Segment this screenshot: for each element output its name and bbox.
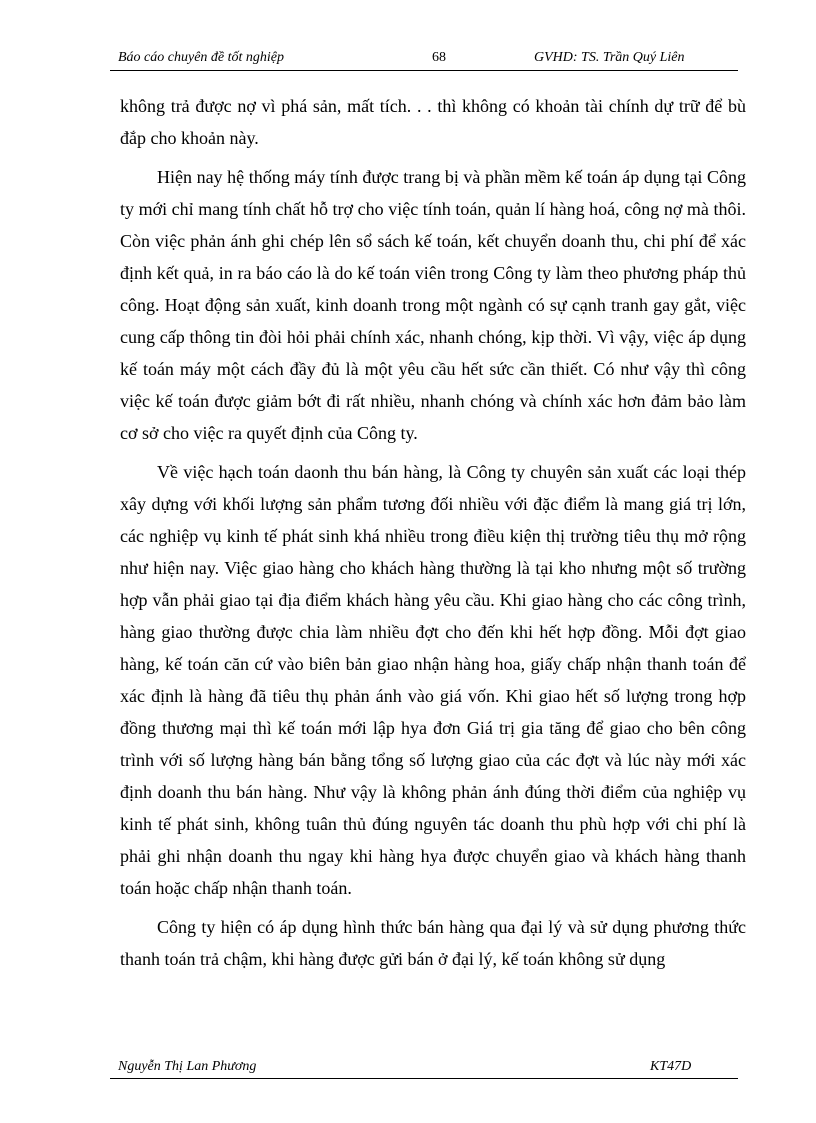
footer-class-code: KT47D — [650, 1059, 692, 1074]
footer-author: Nguyễn Thị Lan Phương — [118, 1059, 257, 1074]
page-footer — [110, 1058, 738, 1079]
document-body — [120, 90, 746, 975]
header-report-title: Báo cáo chuyên đề tốt nghiệp — [118, 50, 285, 65]
header-page-number: 68 — [432, 50, 446, 65]
paragraph-continuation: không trả được nợ vì phá sản, mất tích. . . thì không có khoản tài chính dự trữ để bù đắp cho khoản này. — [120, 96, 746, 148]
paragraph-agency-sales: Công ty hiện có áp dụng hình thức bán hàng qua đại lý và sử dụng phương thức thanh toán trả chậm, khi hàng được gửi bán ở đại lý, kế toán không sử dụng — [120, 917, 746, 969]
paragraph-computer-system: Hiện nay hệ thống máy tính được trang bị và phần mềm kế toán áp dụng tại Công ty mới chỉ mang tính chất hỗ trợ cho việc tính toán, quản lí hàng hoá, công nợ mà thôi. Còn việc phản ánh ghi chép lên sổ sách kế toán, kết chuyển doanh thu, chi phí để xác định kết quả, in ra báo cáo là do kế toán viên trong Công ty làm theo phương pháp thủ công. Hoạt động sản xuất, kinh doanh trong một ngành có sự cạnh tranh gay gắt, việc cung cấp thông tin đòi hỏi phải chính xác, nhanh chóng, kịp thời. Vì vậy, việc áp dụng kế toán máy một cách đầy đủ là một yêu cầu hết sức cần thiết. Có như vậy thì công việc kế toán được giảm bớt đi rất nhiều, nhanh chóng và chính xác hơn đảm bảo làm cơ sở cho việc ra quyết định của Công ty. — [120, 167, 746, 443]
header-supervisor: GVHD: TS. Trần Quý Liên — [534, 50, 685, 65]
paragraph-revenue-accounting: Về việc hạch toán daonh thu bán hàng, là Công ty chuyên sản xuất các loại thép xây dựng với khối lượng sản phẩm tương đối nhiều với đặc điểm là mang giá trị lớn, các nghiệp vụ kinh tế phát sinh khá nhiều trong điều kiện thị trường tiêu thụ mở rộng như hiện nay. Việc giao hàng cho khách hàng thường là tại kho nhưng một số trường hợp vẫn phải giao tại địa điểm khách hàng yêu cầu. Khi giao hàng cho các công trình, hàng giao thường được chia làm nhiều đợt cho đến khi hết hợp đồng. Mỗi đợt giao hàng, kế toán căn cứ vào biên bản giao nhận hàng hoa, giấy chấp nhận thanh toán để xác định là hàng đã tiêu thụ phản ánh vào giá vốn. Khi giao hết số lượng trong hợp đồng thương mại thì kế toán mới lập hya đơn Giá trị gia tăng để giao cho bên công trình với số lượng hàng bán bằng tổng số lượng giao của các đợt và lúc này mới xác định doanh thu bán hàng. Như vậy là không phản ánh đúng thời điểm của nghiệp vụ kinh tế phát sinh, không tuân thủ đúng nguyên tác doanh thu phù hợp với chi phí là phải ghi nhận doanh thu ngay khi hàng hya được chuyển giao và khách hàng thanh toán hoặc chấp nhận thanh toán. — [120, 462, 746, 898]
page-header — [110, 48, 738, 71]
